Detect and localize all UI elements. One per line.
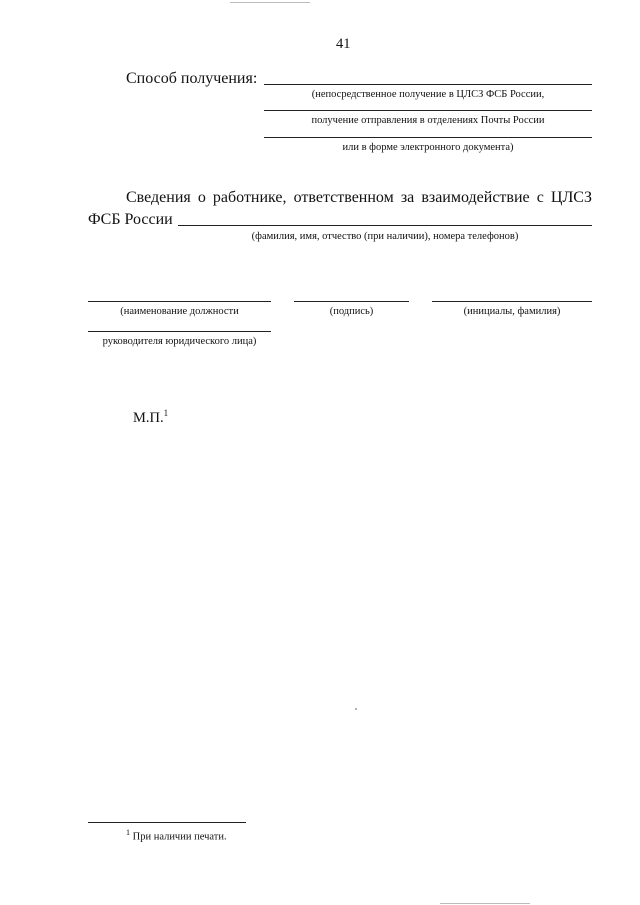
position-label-continued: руководителя юридического лица) bbox=[102, 336, 257, 347]
position-line bbox=[88, 301, 271, 302]
responsible-heading-line-2: ФСБ России bbox=[88, 211, 173, 228]
signature-line bbox=[294, 301, 409, 302]
responsible-line bbox=[178, 225, 592, 226]
responsible-hint: (фамилия, имя, отчество (при наличии), номера телефонов) bbox=[251, 231, 519, 242]
seal-footnote-mark: 1 bbox=[163, 408, 169, 418]
seal-label bbox=[133, 408, 168, 427]
footnote-separator bbox=[88, 822, 246, 823]
receipt-method-line-2 bbox=[264, 110, 592, 111]
scan-artifact-top bbox=[230, 2, 310, 3]
signature-label: (подпись) bbox=[329, 306, 374, 317]
receipt-option-direct: (непосредственное получение в ЦЛСЗ ФСБ России, bbox=[311, 89, 545, 100]
position-line-2 bbox=[88, 331, 271, 332]
seal-text: М.П. bbox=[133, 409, 164, 426]
responsible-heading-line-1: Сведения о работнике, ответственном за взаимодействие с ЦЛСЗ bbox=[126, 189, 592, 206]
position-label: (наименование должности bbox=[120, 306, 239, 317]
footnote bbox=[126, 828, 227, 843]
receipt-option-electronic: или в форме электронного документа) bbox=[342, 142, 514, 153]
receipt-method-line-1 bbox=[264, 84, 592, 85]
initials-line bbox=[432, 301, 592, 302]
scan-artifact-bottom bbox=[440, 903, 530, 904]
page-number: 41 bbox=[336, 36, 351, 52]
initials-label: (инициалы, фамилия) bbox=[463, 306, 561, 317]
footnote-mark: 1 bbox=[126, 828, 130, 837]
footnote-text: При наличии печати. bbox=[132, 831, 227, 843]
receipt-method-line-3 bbox=[264, 137, 592, 138]
scan-speck bbox=[355, 708, 357, 710]
receipt-method-label: Способ получения: bbox=[126, 70, 258, 87]
receipt-option-post: получение отправления в отделениях Почты России bbox=[311, 115, 545, 126]
